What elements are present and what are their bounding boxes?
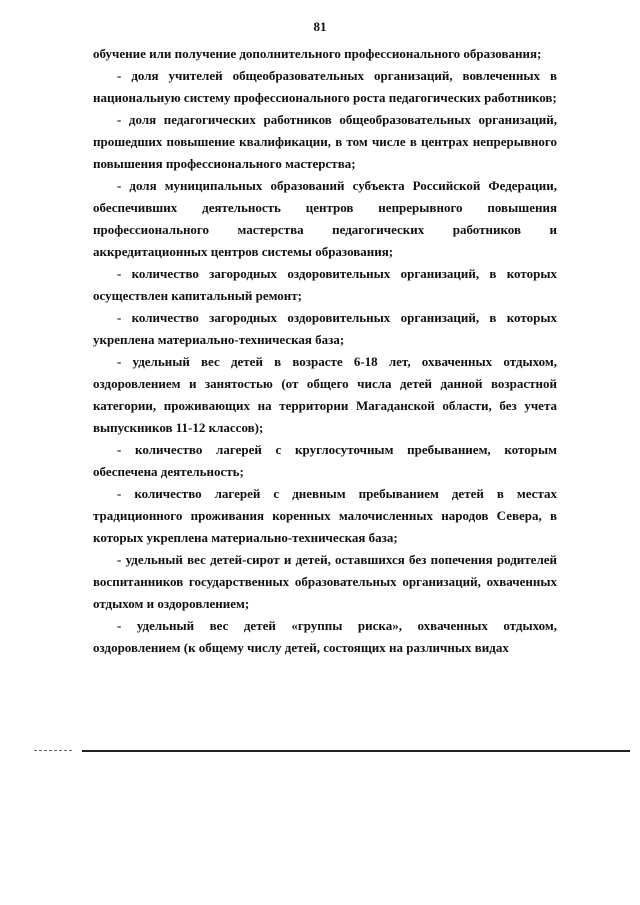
list-item: - удельный вес детей в возрасте 6-18 лет, охваченных отдыхом, оздоровлением и занятостью (от общего числа детей данной возрастной категории, проживающих на территории Магаданской области, без учета выпускников 11-12 классов);	[93, 354, 557, 435]
list-item: - удельный вес детей-сирот и детей, оставшихся без попечения родителей воспитанников государственных образовательных организаций, охваченных отдыхом и оздоровлением;	[93, 552, 557, 611]
document-body	[93, 43, 557, 659]
list-item: - количество лагерей с круглосуточным пребыванием, которым обеспечена деятельность;	[93, 442, 557, 479]
list-item: - количество загородных оздоровительных организаций, в которых укреплена материально-техническая база;	[93, 310, 557, 347]
footer-rule	[82, 750, 630, 752]
list-item: - количество загородных оздоровительных организаций, в которых осуществлен капитальный ремонт;	[93, 266, 557, 303]
list-item: - количество лагерей с дневным пребыванием детей в местах традиционного проживания коренных малочисленных народов Севера, в которых укреплена материально-техническая база;	[93, 486, 557, 545]
paragraph-continuation: обучение или получение дополнительного профессионального образования;	[93, 46, 542, 61]
list-item: - удельный вес детей «группы риска», охваченных отдыхом, оздоровлением (к общему числу детей, состоящих на различных видах	[93, 618, 557, 655]
list-item: - доля педагогических работников общеобразовательных организаций, прошедших повышение квалификации, в том числе в центрах непрерывного повышения профессионального мастерства;	[93, 112, 557, 171]
list-item: - доля учителей общеобразовательных организаций, вовлеченных в национальную систему профессионального роста педагогических работников;	[93, 68, 557, 105]
page-number: 81	[313, 19, 327, 34]
footer-rule-dashed	[34, 750, 72, 751]
list-item: - доля муниципальных образований субъекта Российской Федерации, обеспечивших деятельность центров непрерывного повышения профессионального мастерства педагогических работников и аккредитационных центров системы образования;	[93, 178, 557, 259]
